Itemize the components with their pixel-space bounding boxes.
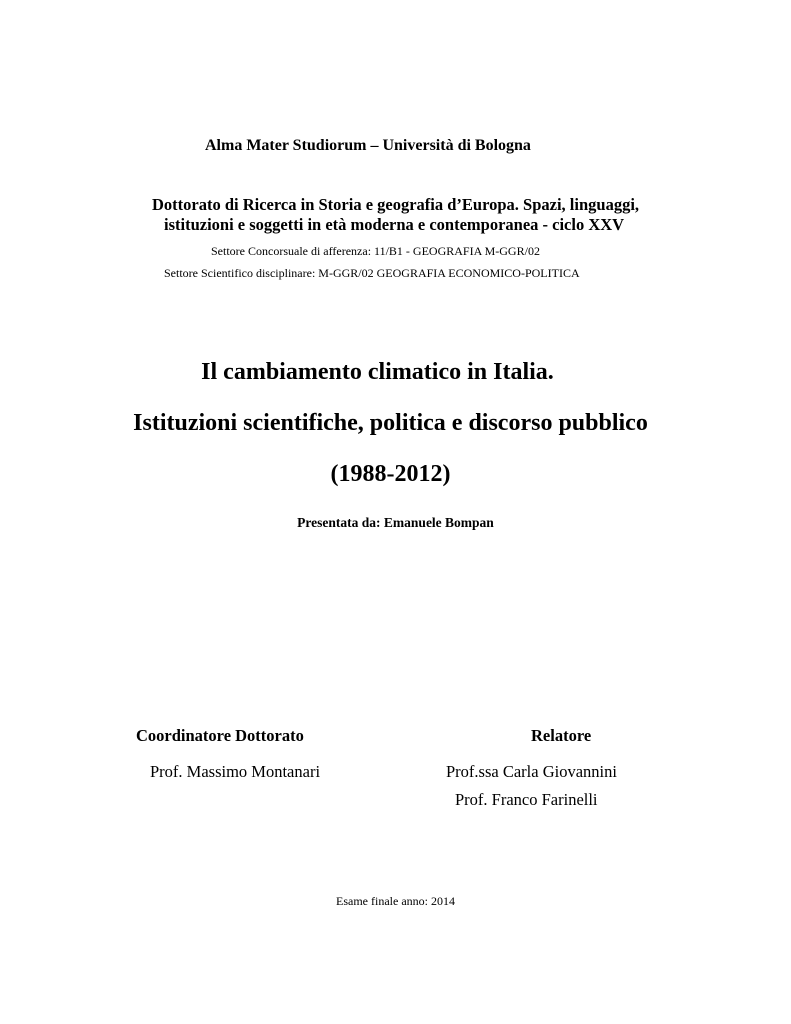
doctoral-program [152,195,672,235]
program-line-2: istituzioni e soggetti in età moderna e contemporanea - ciclo XXV [164,215,625,234]
presented-by-label: Presentata da: [297,515,381,530]
thesis-title-line-2: Istituzioni scientifiche, politica e discorso pubblico [133,410,648,436]
supervisor-name-2: Prof. Franco Farinelli [455,790,598,809]
supervisor-name-1: Prof.ssa Carla Giovannini [446,762,617,781]
author-name: Emanuele Bompan [383,515,494,530]
university-name: Alma Mater Studiorum – Università di Bologna [205,137,531,154]
supervisor-heading: Relatore [531,726,592,745]
coordinator-heading: Coordinatore Dottorato [136,726,304,745]
settore-scientifico: Settore Scientifico disciplinare: M-GGR/02 GEOGRAFIA ECONOMICO-POLITICA [164,266,580,280]
exam-year: 2014 [430,894,455,908]
exam-label: Esame finale anno: [336,894,428,908]
thesis-title-years: (1988-2012) [330,461,451,487]
program-line-1: Dottorato di Ricerca in Storia e geografia d’Europa. Spazi, linguaggi, [152,195,640,214]
settore-concorsuale: Settore Concorsuale di afferenza: 11/B1 - GEOGRAFIA M-GGR/02 [211,244,540,258]
final-exam-year [0,894,791,909]
thesis-title-line-1: Il cambiamento climatico in Italia. [201,359,554,385]
coordinator-name: Prof. Massimo Montanari [150,762,321,781]
presented-by [0,515,791,531]
